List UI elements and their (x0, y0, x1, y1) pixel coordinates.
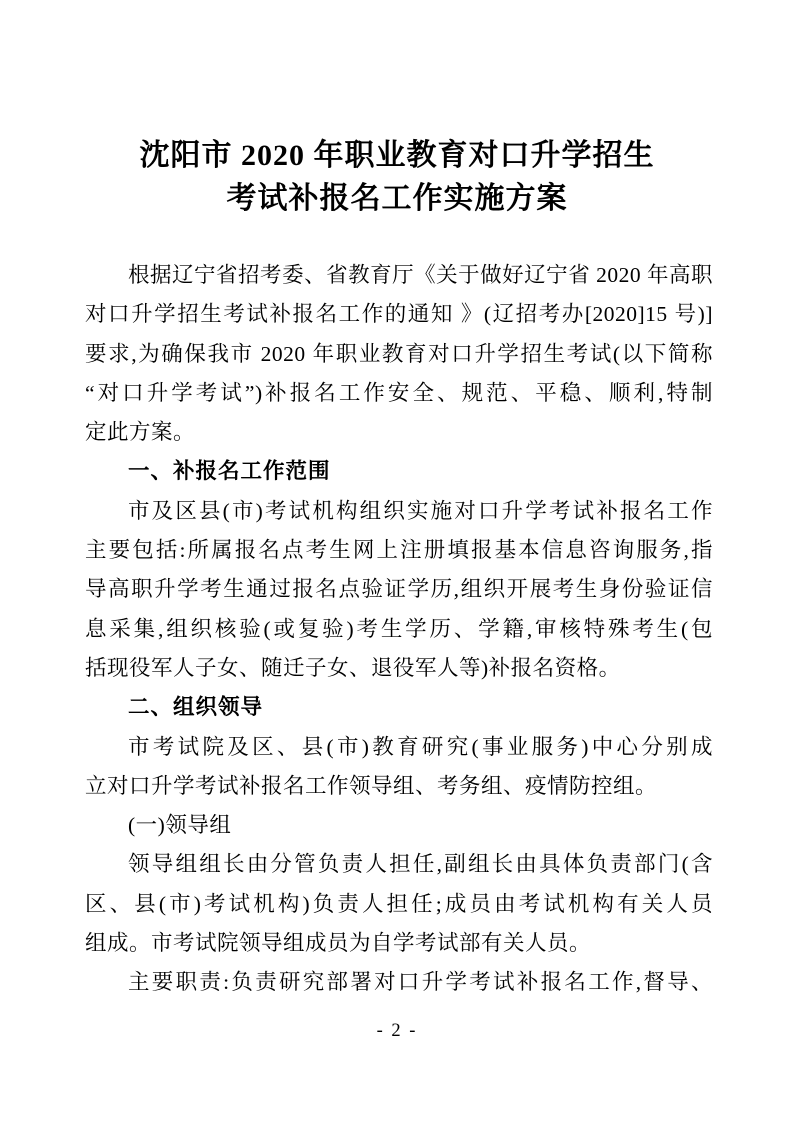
body-text-line: 括现役军人子女、随迁子女、退役军人等)补报名资格。 (85, 655, 621, 680)
title-line-1: 沈阳市 2020 年职业教育对口升学招生 (139, 139, 655, 172)
body-text-line: 立对口升学考试补报名工作领导组、考务组、疫情防控组。 (85, 773, 658, 798)
sub-heading-leadership-group: (一)领导组 (128, 813, 232, 838)
body-text-line: 息采集,组织核验(或复验)考生学历、学籍,审核特殊考生(包 (85, 616, 713, 641)
page-footer (0, 1021, 794, 1042)
section-heading-1: 一、补报名工作范围 (128, 459, 331, 484)
body-text-line: 主要职责:负责研究部署对口升学考试补报名工作,督导、 (128, 970, 713, 995)
body-text-line: 组成。市考试院领导组成员为自学考试部有关人员。 (85, 931, 592, 956)
body-text-line: 根据辽宁省招考委、省教育厅《关于做好辽宁省 2020 年高职 (128, 263, 713, 287)
body-text-line: 领导组组长由分管负责人担任,副组长由具体负责部门(含 (128, 852, 713, 877)
body-text-line: 要求,为确保我市 2020 年职业教育对口升学招生考试(以下简称 (85, 341, 713, 366)
body-text-line: 导高职升学考生通过报名点验证学历,组织开展考生身份验证信 (85, 577, 713, 602)
body-text-line: 区、县(市)考试机构)负责人担任;成员由考试机构有关人员 (85, 891, 713, 916)
body-text-line: 市及区县(市)考试机构组织实施对口升学考试补报名工作 (128, 498, 713, 523)
title-line-2: 考试补报名工作实施方案 (226, 182, 568, 215)
page-number: - 2 - (376, 1021, 418, 1041)
body-text-line: 市考试院及区、县(市)教育研究(事业服务)中心分别成 (128, 734, 713, 759)
body-text-line: 主要包括:所属报名点考生网上注册填报基本信息咨询服务,指 (85, 538, 713, 563)
document-body (85, 256, 713, 1003)
body-text-line: “对口升学考试”)补报名工作安全、规范、平稳、顺利,特制 (85, 380, 713, 405)
body-text-line: 对口升学招生考试补报名工作的通知 》(辽招考办[2020]15 号)] (85, 302, 713, 327)
body-text-line: 定此方案。 (85, 420, 196, 445)
section-heading-2: 二、组织领导 (128, 695, 264, 720)
document-title (0, 134, 794, 220)
